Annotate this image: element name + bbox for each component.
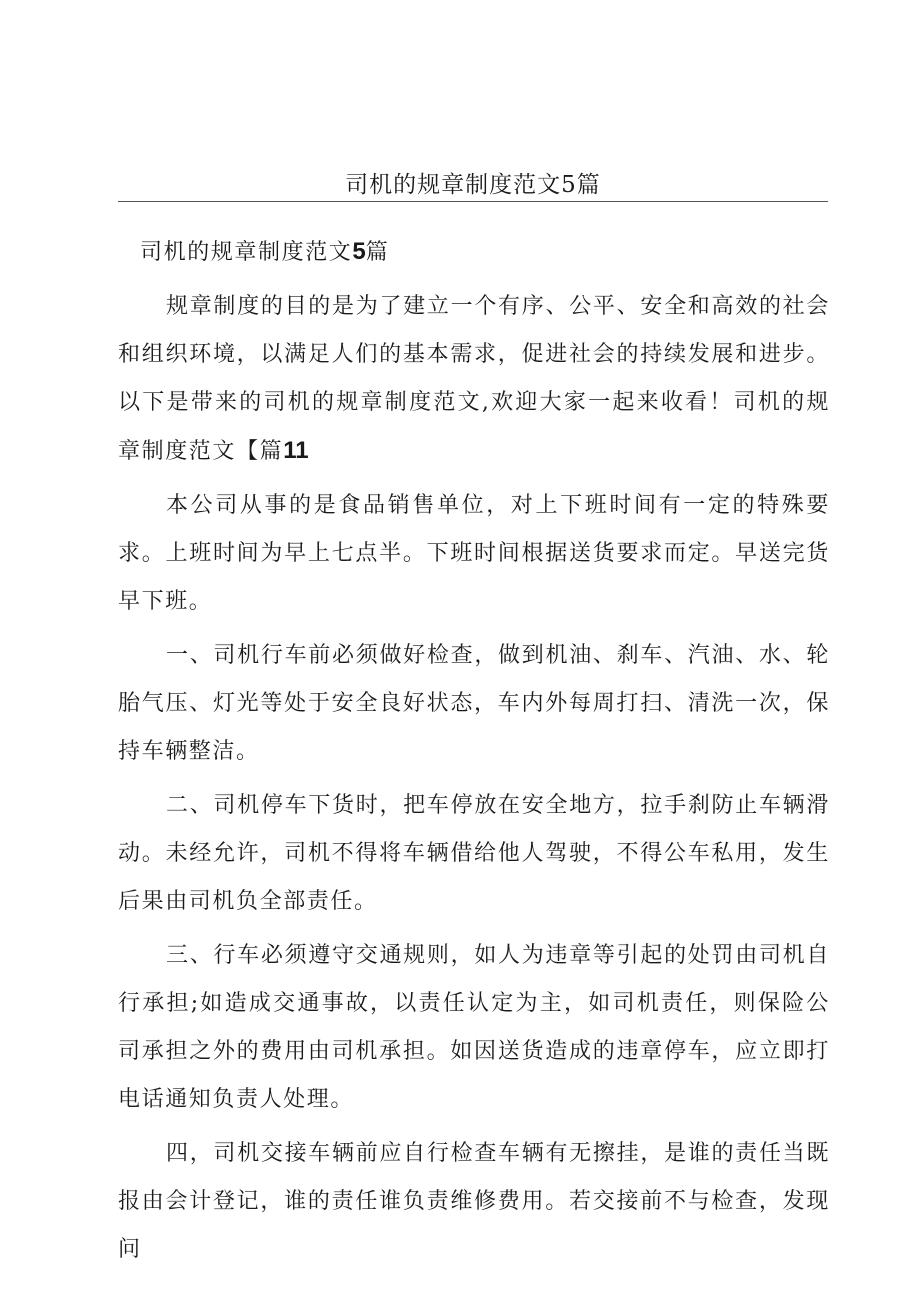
intro-text: 规章制度的目的是为了建立一个有序、公平、安全和高效的社会和组织环境，以满足人们的基本需求，促进社会的持续发展和进步。以下是带来的司机的规章制度范文,欢迎大家一起来收看！司机的规章制度范文【篇 xyxy=(118,294,830,464)
header-divider xyxy=(118,201,828,202)
paragraph-rule-1: 一、司机行车前必须做好检查，做到机油、刹车、汽油、水、轮胎气压、灯光等处于安全良好状态，车内外每周打扫、清洗一次，保持车辆整洁。 xyxy=(118,643,830,764)
document-body xyxy=(118,228,830,1280)
subtitle-suffix: 篇 xyxy=(365,240,390,265)
paragraph-work-hours: 本公司从事的是食品销售单位，对上下班时间有一定的特殊要求。上班时间为早上七点半。下班时间根据送货要求而定。早送完货早下班。 xyxy=(118,493,830,614)
paragraph-rule-2: 二、司机停车下货时，把车停放在安全地方，拉手刹防止车辆滑动。未经允许，司机不得将车辆借给他人驾驶，不得公车私用，发生后果由司机负全部责任。 xyxy=(118,793,830,914)
page-header-title: 司机的规章制度范文5篇 xyxy=(345,172,601,198)
paragraph-rule-3: 三、行车必须遵守交通规则，如人为违章等引起的处罚由司机自行承担;如造成交通事故，以责任认定为主，如司机责任，则保险公司承担之外的费用由司机承担。如因送货造成的违章停车，应立即打电话通知负责人处理。 xyxy=(118,943,830,1112)
paragraph-rule-4: 四，司机交接车辆前应自行检查车辆有无擦挂，是谁的责任当既报由会计登记，谁的责任谁负责维修费用。若交接前不与检查，发现问 xyxy=(118,1141,830,1262)
document-subtitle xyxy=(118,228,830,277)
subtitle-number: 5 xyxy=(352,238,366,265)
intro-number: 11 xyxy=(283,437,309,464)
intro-paragraph xyxy=(118,283,830,476)
subtitle-text: 司机的规章制度范文 xyxy=(140,240,353,265)
